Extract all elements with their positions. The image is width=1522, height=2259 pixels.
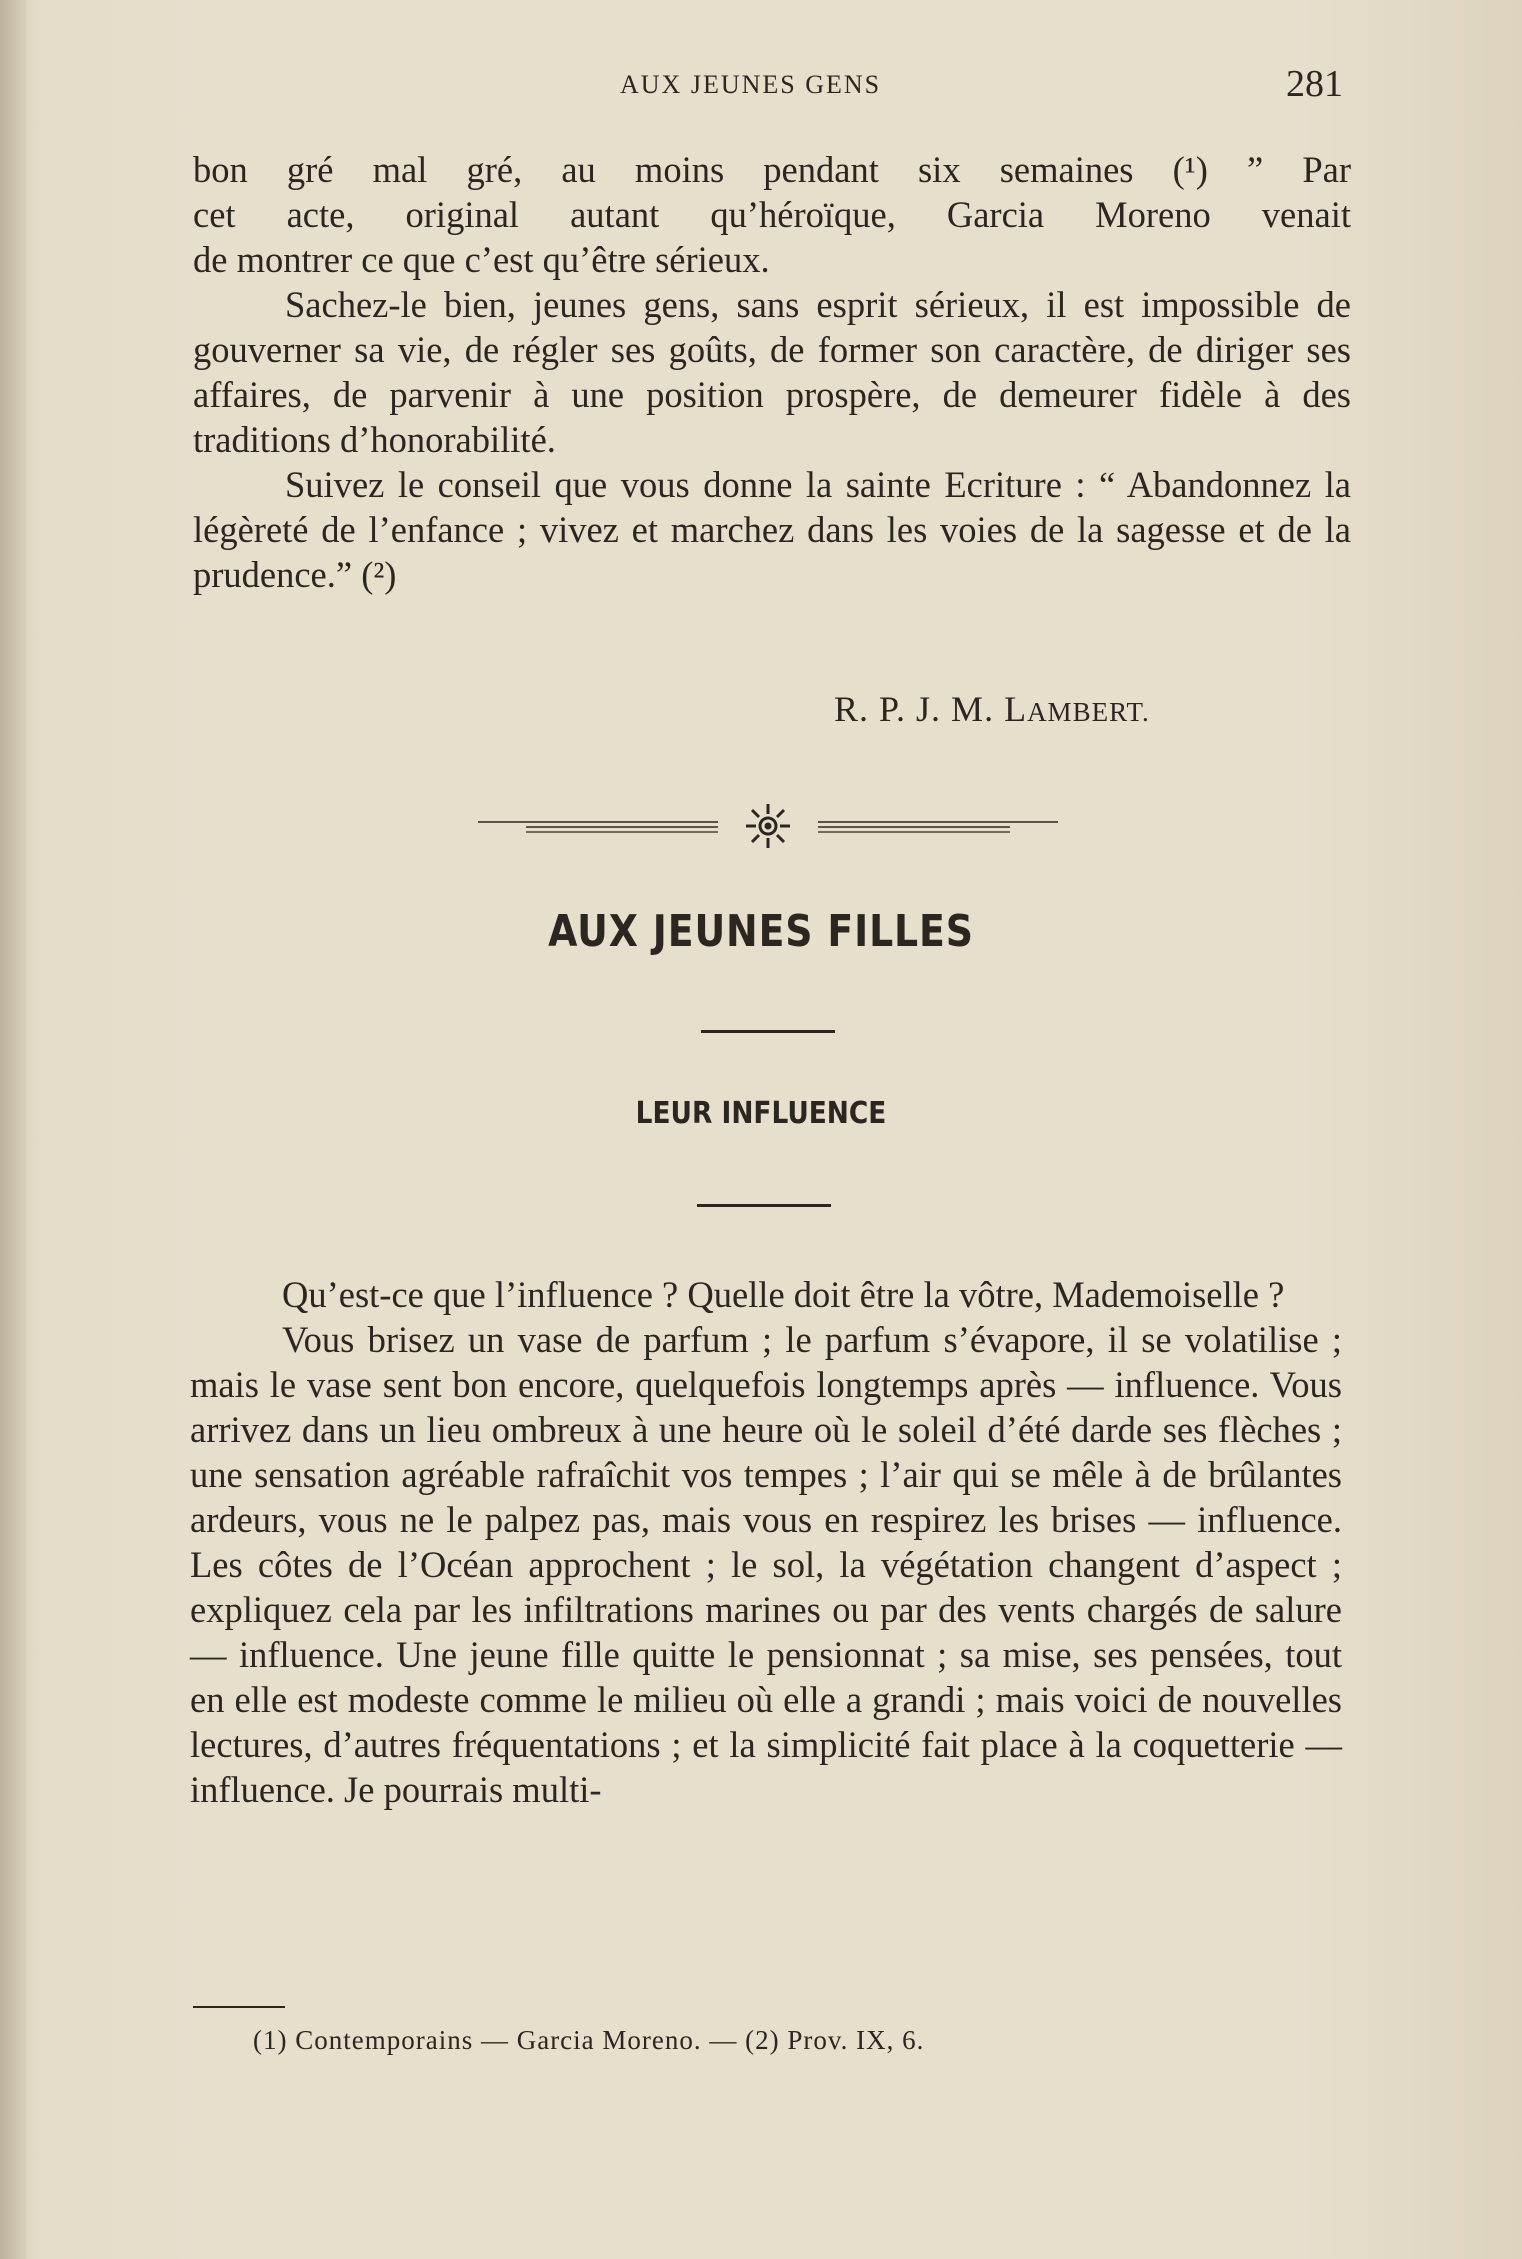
section-subtitle: LEUR INFLUENCE xyxy=(635,1096,887,1131)
continued-line-1: bon gré mal gré, au moins pendant six semaines (¹) ” Par xyxy=(193,149,1351,190)
section-body-text xyxy=(190,1272,1342,1812)
continued-line-2: cet acte, original autant qu’héroïque, Garcia Moreno venait xyxy=(193,194,1351,235)
author-signature xyxy=(834,688,1150,730)
signature-surname: AMBERT. xyxy=(1027,697,1150,727)
signature-initials: R. P. J. M. L xyxy=(834,689,1028,729)
paragraph-what-is-influence: Qu’est-ce que l’influence ? Quelle doit être la vôtre, Mademoiselle ? xyxy=(282,1274,1285,1315)
continued-line-3: de montrer ce que c’est qu’être sérieux. xyxy=(193,239,770,280)
footnotes: (1) Contemporains — Garcia Moreno. — (2) Prov. IX, 6. xyxy=(253,2025,925,2055)
title-rule xyxy=(701,1030,835,1033)
subtitle-rule xyxy=(697,1204,831,1207)
page-number: 281 xyxy=(1286,63,1343,105)
paragraph-scripture-advice: Suivez le conseil que vous donne la sainte Ecriture : “ Abandonnez la légèreté de l’enfance ; vivez et marchez dans les voies de la sagesse et de la prudence.” (²) xyxy=(193,464,1351,595)
footnote-rule xyxy=(193,2006,285,2008)
ornament-divider xyxy=(478,800,1058,850)
previous-section-text xyxy=(193,147,1351,597)
paragraph-influence-examples: Vous brisez un vase de parfum ; le parfum s’évapore, il se volatilise ; mais le vase sent bon encore, quelquefois longtemps après — influence. Vous arrivez dans un lieu ombreux à une heure où le soleil d’été darde ses flèches ; une sensation agréable rafraîchit vos tempes ; l’air qui se mêle à de brûlantes ardeurs, vous ne le palpez pas, mais vous en respirez les brises — influence. Les côtes de l’Océan approchent ; le sol, la végétation changent d’aspect ; expliquez cela par les infiltrations marines ou par des vents chargés de salure — influence. Une jeune fille quitte le pensionnat ; sa mise, ses pensées, tout en elle est modeste comme le milieu où elle a grandi ; mais voici de nouvelles lectures, d’autres fréquentations ; et la simplicité fait place à la coquetterie — influence. Je pourrais multi- xyxy=(190,1319,1342,1810)
section-title: AUX JEUNES FILLES xyxy=(548,906,974,957)
page-gutter-shadow xyxy=(0,0,26,2259)
paragraph-serious-mind: Sachez-le bien, jeunes gens, sans esprit sérieux, il est impossible de gouverner sa vie, de régler ses goûts, de former son caractère, de diriger ses affaires, de parvenir à une position prospère, de demeurer fidèle à des traditions d’honorabilité. xyxy=(193,284,1351,460)
running-head: AUX JEUNES GENS xyxy=(620,70,882,99)
